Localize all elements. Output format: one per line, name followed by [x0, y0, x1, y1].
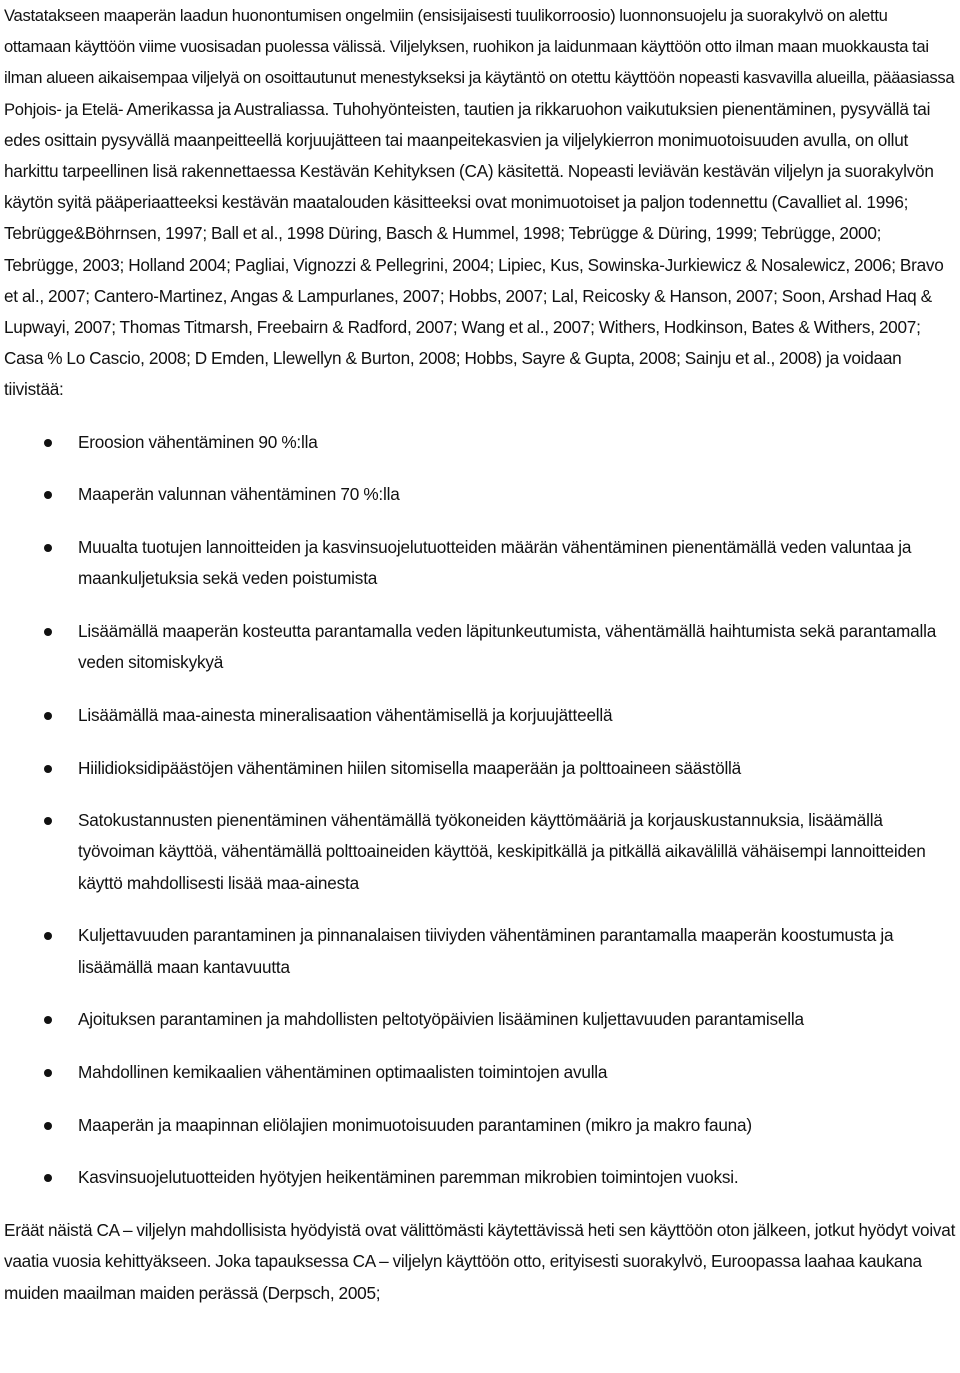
- list-item-text: Kasvinsuojelutuotteiden hyötyjen heikentäminen paremman mikrobien toimintojen vuoksi.: [78, 1167, 739, 1188]
- list-item-text: Ajoituksen parantaminen ja mahdollisten peltotyöpäivien lisääminen kuljettavuuden parantamisella: [78, 1009, 804, 1030]
- bullet-icon: [44, 491, 52, 499]
- list-item-text: Lisäämällä maa-ainesta mineralisaation vähentämisellä ja korjuujätteellä: [78, 704, 613, 725]
- outro-paragraph: Eräät näistä CA – viljelyn mahdollisista hyödyistä ovat välittömästi käytettävissä heti sen käyttöön oton jälkeen, jotkut hyödyt voivat vaatia vuosia kehittyäkseen. Joka tapauksessa CA – viljelyn käyttöön otto, erityisesti suorakylvö, Euroopassa laahaa kaukana muiden maailman maiden perässä (Derpsch, 2005;: [4, 1220, 956, 1303]
- list-item-text: Eroosion vähentäminen 90 %:lla: [78, 431, 318, 452]
- intro-rest-text: Amerikassa ja Australiassa. Tuhohyönteisten, tautien ja rikkaruohon vaikutuksien pienentäminen, pysyvällä tai edes osittain pysyvällä maanpeitteellä korjuujätteen tai maanpeitekasvien ja viljelykierron monimuotoisuuden avulla, on ollut harkittu tarpeellinen lisä rakennettaessa Kestävän Kehityksen (CA) käsitettä. Nopeasti leviävän kestävän viljelyn ja suorakylvön käytön syitä pääperiaatteeksi kestävän maatalouden käsitteeksi ovat monimuotoiset ja paljon todennettu (Cavalliet al. 1996; Tebrügge&Böhrnsen, 1997; Ball et al., 1998 Düring, Basch & Hummel, 1998; Tebrügge & Düring, 1999; Tebrügge, 2000; Tebrügge, 2003; Holland 2004; Pagliai, Vignozzi & Pellegrini, 2004; Lipiec, Kus, Sowinska-Jurkiewicz & Nosalewicz, 2006; Bravo et al., 2007; Cantero-Martinez, Angas & Lampurlanes, 2007; Hobbs, 2007; Lal, Reicosky & Hanson, 2007; Soon, Arshad Haq & Lupwayi, 2007; Thomas Titmarsh, Freebairn & Radford, 2007; Wang et al., 2007; Withers, Hodkinson, Bates & Withers, 2007; Casa % Lo Cascio, 2008; D Emden, Llewellyn & Burton, 2008; Hobbs, Sayre & Gupta, 2008; Sainju et al., 2008) ja voidaan tiivistää:: [4, 98, 944, 400]
- list-item: [4, 920, 958, 982]
- list-item-text: Muualta tuotujen lannoitteiden ja kasvinsuojelutuotteiden määrän vähentäminen pienentämällä veden valuntaa ja maankuljetuksia sekä veden poistumista: [78, 537, 912, 589]
- bullet-icon: [44, 1122, 52, 1130]
- list-item: [4, 805, 958, 899]
- list-item: [4, 427, 958, 458]
- bullet-icon: [44, 1016, 52, 1024]
- list-item-text: Kuljettavuuden parantaminen ja pinnanalaisen tiiviyden vähentäminen parantamalla maaperän koostumusta ja lisäämällä maan kantavuutta: [78, 925, 894, 977]
- list-item: [4, 753, 958, 784]
- list-item: [4, 1004, 958, 1035]
- bullet-icon: [44, 932, 52, 940]
- list-item-text: Hiilidioksidipäästöjen vähentäminen hiilen sitomisella maaperään ja polttoaineen säästöllä: [78, 757, 742, 778]
- list-item-text: Satokustannusten pienentäminen vähentämällä työkoneiden käyttömääriä ja korjauskustannuksia, lisäämällä työvoiman käyttöä, vähentämällä polttoaineiden käyttöä, keskipitkällä ja pitkällä aikavälillä vähäisempi lannoitteiden käyttö mahdollisesti lisää maa-ainesta: [78, 810, 926, 893]
- bullet-icon: [44, 817, 52, 825]
- bullet-icon: [44, 1174, 52, 1182]
- bullet-icon: [44, 628, 52, 636]
- list-item: [4, 1162, 958, 1193]
- list-item-text: Mahdollinen kemikaalien vähentäminen optimaalisten toimintojen avulla: [78, 1061, 608, 1082]
- bullet-icon: [44, 712, 52, 720]
- list-item: [4, 1057, 958, 1088]
- list-item-text: Lisäämällä maaperän kosteutta parantamalla veden läpitunkeutumista, vähentämällä haihtumista sekä parantamalla veden sitomiskykyä: [78, 620, 937, 673]
- list-item-text: Maaperän ja maapinnan eliölajien monimuotoisuuden parantaminen (mikro ja makro fauna): [78, 1114, 752, 1135]
- benefit-list: [4, 427, 958, 1194]
- document-page: [4, 0, 958, 1309]
- list-item: [4, 700, 958, 731]
- bullet-icon: [44, 1069, 52, 1077]
- intro-paragraph: [4, 0, 958, 406]
- bullet-icon: [44, 765, 52, 773]
- list-item: [4, 1110, 958, 1141]
- list-item-text: Maaperän valunnan vähentäminen 70 %:lla: [78, 484, 400, 505]
- bullet-icon: [44, 439, 52, 447]
- list-item: [4, 532, 958, 594]
- bullet-icon: [44, 544, 52, 552]
- list-item: [4, 479, 958, 510]
- list-item: [4, 616, 958, 678]
- intro-lead-text: Vastatakseen maaperän laadun huonontumisen ongelmiin (ensisijaisesti tuulikorroosio) luonnonsuojelu ja suorakylvö on alettu ottamaan käyttöön viime vuosisadan puolessa välissä. Viljelyksen, ruohikon ja laidunmaan käyttöön otto ilman maan muokkausta tai ilman alueen aikaisempaa viljelyä on osoittautunut menestykseksi ja käytäntö on otettu käyttöön nopeasti kasvavilla alueilla, pääasiassa Pohjois- ja Etelä-: [4, 6, 955, 119]
